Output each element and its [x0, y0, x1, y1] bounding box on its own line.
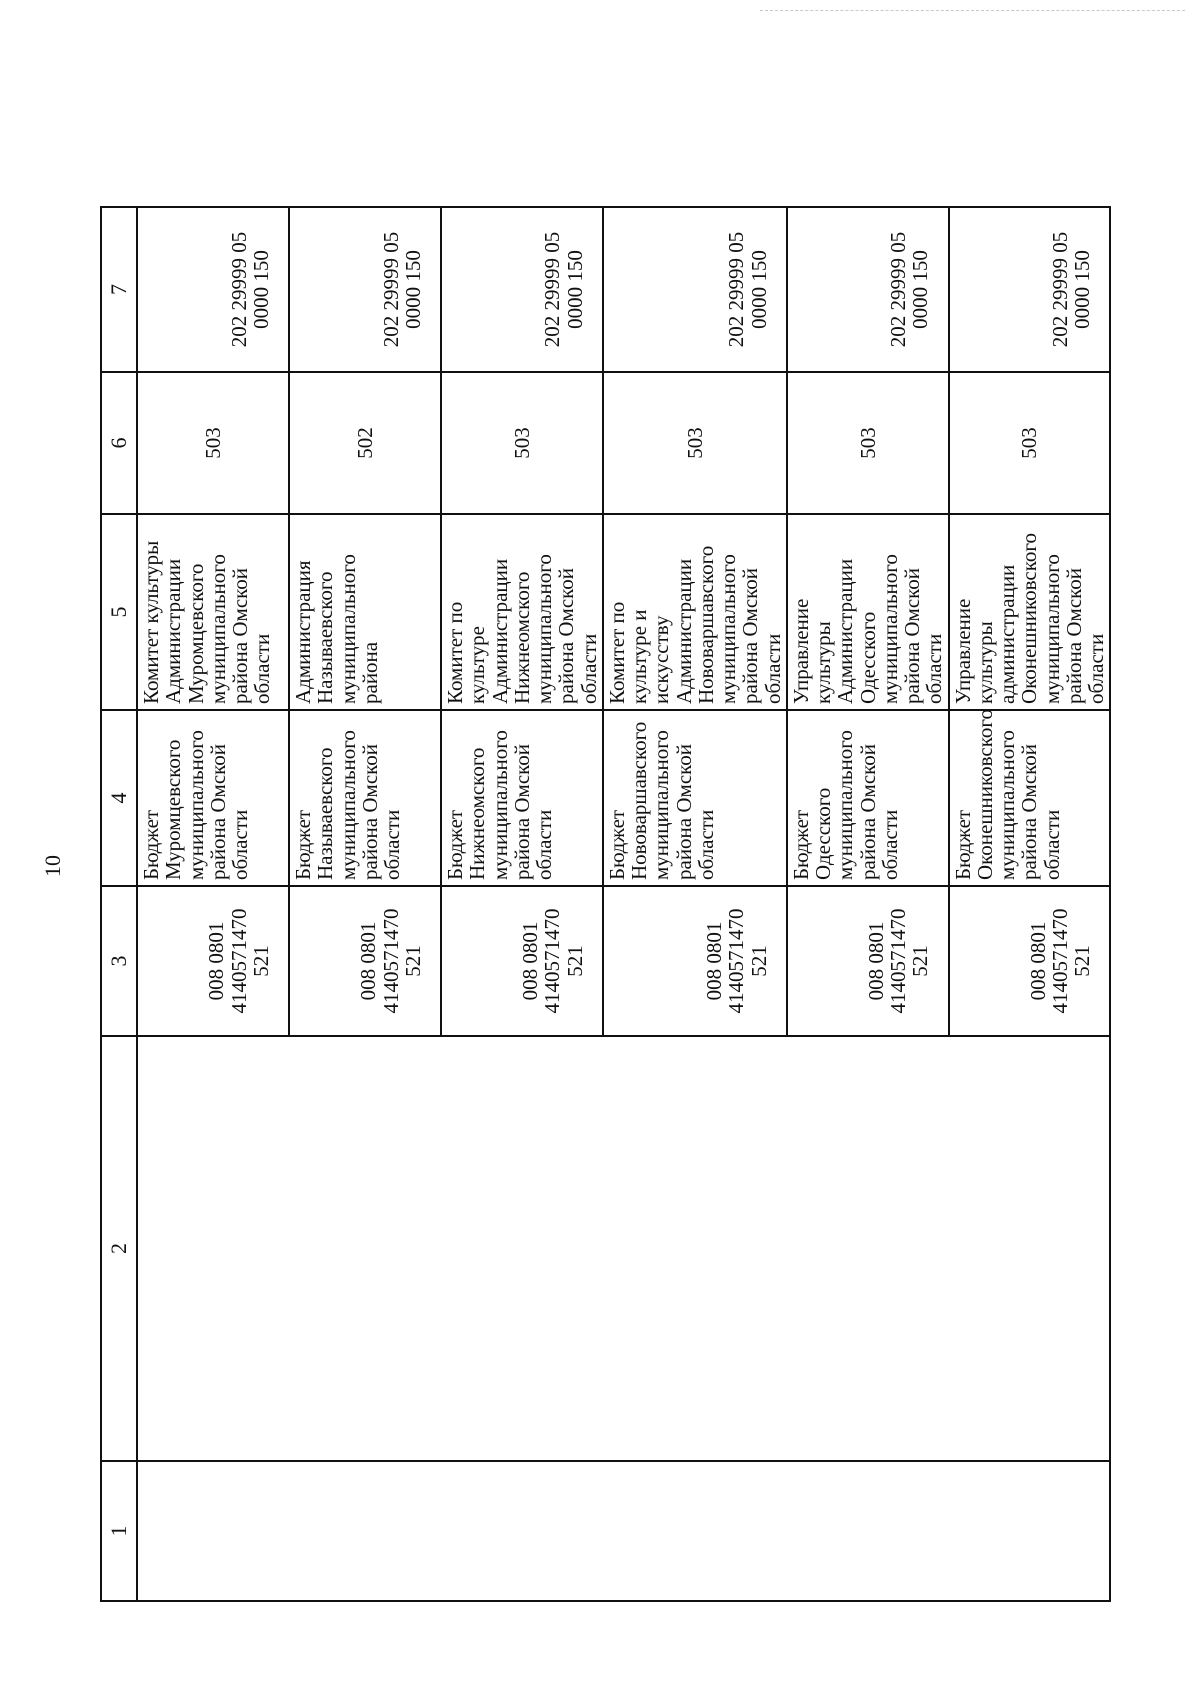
cell-code: 008 0801 4140571470 521	[441, 886, 603, 1036]
cell-admin: Комитет по культуре и искусству Администрации Нововаршавского муниципального района Омской области	[603, 514, 787, 710]
cell-admin: Администрация Называевского муниципального района	[289, 514, 441, 710]
cell-admin: Управление культуры Администрации Одесского муниципального района Омской области	[787, 514, 949, 710]
col-header-7: 7	[101, 207, 137, 372]
cell-kod: 503	[949, 372, 1111, 514]
rotated-table-container	[100, 208, 1108, 1602]
col-header-6: 6	[101, 372, 137, 514]
page-number: 10	[40, 855, 65, 877]
cell-budget: Бюджет Одесского муниципального района Омской области	[787, 710, 949, 886]
col-header-1: 1	[101, 1461, 137, 1601]
scan-artifact-line	[760, 10, 1185, 11]
cell-kbk: 202 29999 05 0000 150	[441, 207, 603, 372]
cell-code: 008 0801 4140571470 521	[603, 886, 787, 1036]
cell-kod: 503	[787, 372, 949, 514]
col-header-2: 2	[101, 1036, 137, 1461]
cell-budget: Бюджет Нижнеомского муниципального района Омской области	[441, 710, 603, 886]
distribution-table	[100, 206, 1111, 1602]
cell-kbk: 202 29999 05 0000 150	[137, 207, 289, 372]
cell-col2-empty	[137, 1036, 1110, 1461]
cell-kbk: 202 29999 05 0000 150	[603, 207, 787, 372]
cell-budget: Бюджет Муромцевского муниципального района Омской области	[137, 710, 289, 886]
cell-code: 008 0801 4140571470 521	[787, 886, 949, 1036]
table-row	[137, 207, 289, 1601]
landscape-page	[100, 208, 1108, 1602]
cell-code: 008 0801 4140571470 521	[289, 886, 441, 1036]
col-header-5: 5	[101, 514, 137, 710]
cell-budget: Бюджет Называевского муниципального района Омской области	[289, 710, 441, 886]
cell-code: 008 0801 4140571470 521	[949, 886, 1111, 1036]
cell-kod: 503	[441, 372, 603, 514]
cell-kod: 502	[289, 372, 441, 514]
cell-kbk: 202 29999 05 0000 150	[289, 207, 441, 372]
table-header-row	[101, 207, 137, 1601]
cell-kod: 503	[137, 372, 289, 514]
cell-col1-empty	[137, 1461, 1110, 1601]
cell-admin: Управление культуры администрации Оконешниковского муниципального района Омской области	[949, 514, 1111, 710]
cell-budget: Бюджет Нововаршавского муниципального района Омской области	[603, 710, 787, 886]
cell-kbk: 202 29999 05 0000 150	[949, 207, 1111, 372]
cell-admin: Комитет по культуре Администрации Нижнеомского муниципального района Омской области	[441, 514, 603, 710]
col-header-4: 4	[101, 710, 137, 886]
cell-budget: Бюджет Оконешниковского муниципального района Омской области	[949, 710, 1111, 886]
cell-kbk: 202 29999 05 0000 150	[787, 207, 949, 372]
cell-kod: 503	[603, 372, 787, 514]
col-header-3: 3	[101, 886, 137, 1036]
cell-admin: Комитет культуры Администрации Муромцевского муниципального района Омской области	[137, 514, 289, 710]
cell-code: 008 0801 4140571470 521	[137, 886, 289, 1036]
